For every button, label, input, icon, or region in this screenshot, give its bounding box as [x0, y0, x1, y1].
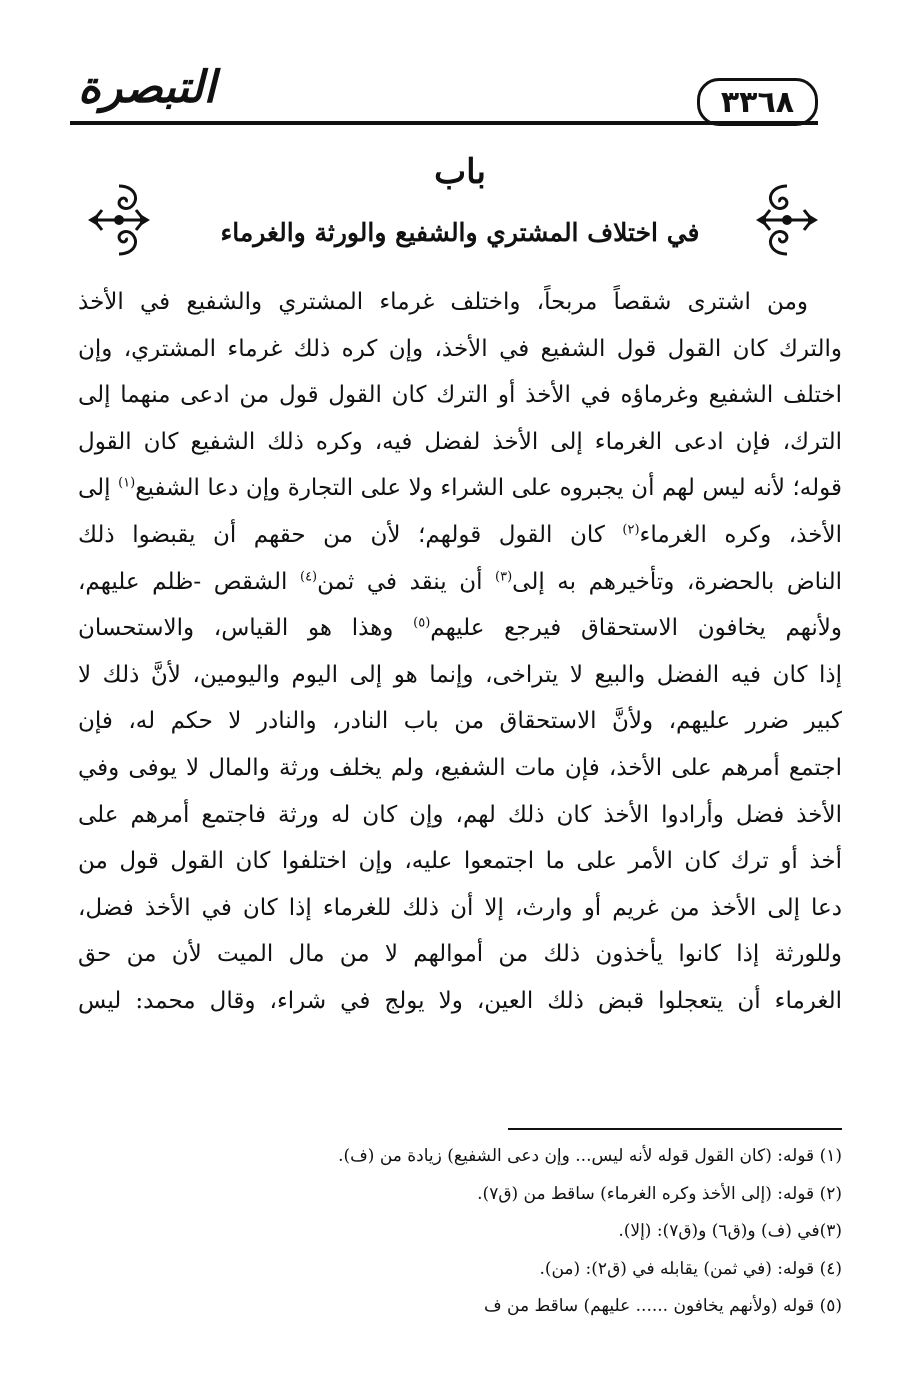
page-number-badge — [697, 78, 818, 126]
chapter-title: في اختلاف المشتري والشفيع والورثة والغرماء — [220, 218, 700, 247]
footnote: (٥) قوله (ولأنهم يخافون ...... عليهم) ساقط من ف — [483, 1296, 842, 1316]
text-line: أخذ أو ترك كان الأمر على ما اجتمعوا عليه، وإن اختلفوا كان القول قول من — [78, 848, 842, 875]
header-rule — [70, 121, 818, 125]
text-line: دعا إلى الأخذ من غريم أو وارث، إلا أن ذلك للغرماء إذا كان في الأخذ فضل، — [78, 894, 842, 921]
footnote: (١) قوله: (كان القول قوله لأنه ليس... وإن دعى الشفيع) زيادة من (ف). — [338, 1146, 842, 1166]
page-header — [70, 60, 818, 128]
footnote-ref: (٢) — [622, 522, 640, 538]
footnote: (٤) قوله: (في ثمن) يقابله في (ق٢): (من). — [539, 1258, 842, 1279]
page-number: ٣٣٦٨ — [720, 84, 795, 120]
footnote-separator — [508, 1128, 842, 1130]
footnote-ref: (٤) — [299, 568, 318, 584]
text-line: الغرماء أن يتعجلوا قبض ذلك العين، ولا يولج في شراء، وقال محمد: ليس — [78, 987, 842, 1014]
text-line: كبير ضرر عليهم، ولأنَّ الاستحقاق من باب النادر، والنادر لا حكم له، فإن — [78, 708, 842, 735]
text-line: اختلف الشفيع وغرماؤه في الأخذ أو الترك كان القول قول من ادعى منهما إلى — [78, 382, 842, 409]
text-line: إذا كان فيه الفضل والبيع لا يتراخى، وإنما هو إلى اليوم واليومين، لأنَّ ذلك لا — [78, 661, 842, 688]
book-title: التبصرة — [78, 62, 216, 113]
chapter-label: باب — [434, 152, 486, 192]
text-line: الأخذ، وكره الغرماء$^{(٢)}$ كان القول قولهم؛ لأن من حقهم أن يقبضوا ذلك — [78, 521, 842, 548]
text-line: ولأنهم يخافون الاستحقاق فيرجع عليهم$^{(٥)}$ وهذا هو القياس، والاستحسان — [78, 615, 842, 642]
text-line: ومن اشترى شقصاً مربحاً، واختلف غرماء المشتري والشفيع في الأخذ — [78, 289, 808, 315]
footnote: (٣)في (ف) و(ق٦) و(ق٧): (إلا). — [618, 1221, 842, 1241]
text-line: قوله؛ لأنه ليس لهم أن يجبروه على الشراء ولا على التجارة وإن دعا الشفيع$^{(١)}$ إلى — [78, 475, 842, 502]
text-line: الأخذ فضل وأرادوا الأخذ كان ذلك لهم، وإن كان له ورثة فاجتمع أمرهم على — [78, 801, 842, 828]
text-line: اجتمع أمرهم على الأخذ، فإن مات الشفيع، ولم يخلف ورثة والمال لا يوفى وفي — [78, 754, 842, 781]
body-text — [78, 279, 842, 1025]
footnote: (٢) قوله: (إلى الأخذ وكره الغرماء) ساقط من (ق٧). — [477, 1183, 842, 1204]
footnote-ref: (٣) — [495, 568, 513, 584]
floral-ornament-icon — [84, 180, 154, 260]
text-line: الترك، فإن ادعى الغرماء إلى الأخذ لفضل فيه، وكره ذلك الشفيع كان القول — [78, 428, 842, 455]
text-line: والترك كان القول قول الشفيع في الأخذ، وإن كره ذلك غرماء المشتري، وإن — [78, 335, 842, 362]
text-line: الناض بالحضرة، وتأخيرهم به إلى$^{(٣)}$ أن ينقد في ثمن$^{(٤)}$ الشقص -ظلم عليهم، — [78, 568, 842, 595]
text-line: وللورثة إذا كانوا يأخذون ذلك من أموالهم لا من مال الميت لأن من حق — [78, 941, 842, 968]
footnote-ref: (٥) — [413, 615, 431, 631]
footnote-ref: (١) — [118, 475, 136, 491]
footnotes — [78, 1138, 842, 1326]
floral-ornament-icon — [752, 180, 822, 260]
